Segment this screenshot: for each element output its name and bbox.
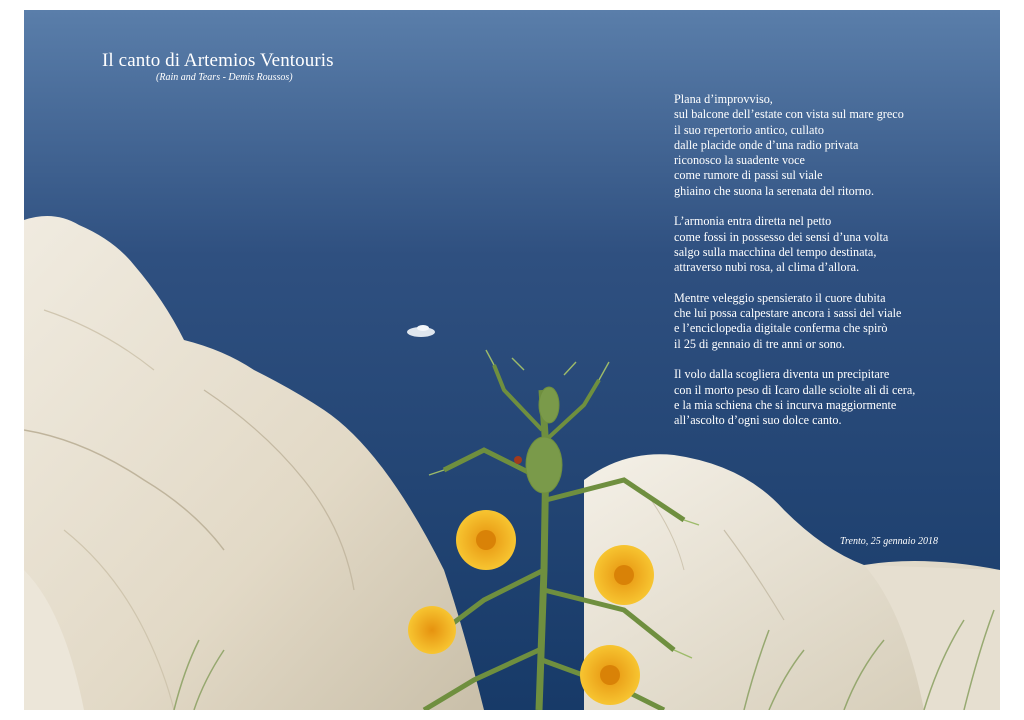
poem-line: Il volo dalla scogliera diventa un precipitare — [674, 367, 890, 382]
poem-body — [674, 92, 915, 444]
stanza — [674, 291, 915, 352]
poem-line: riconosco la suadente voce — [674, 153, 805, 168]
poem-card — [24, 10, 1000, 710]
poem-subtitle: (Rain and Tears - Demis Roussos) — [156, 72, 293, 83]
poem-line: all’ascolto d’ogni suo dolce canto. — [674, 413, 842, 428]
poem-line: e la mia schiena che si incurva maggiormente — [674, 397, 897, 412]
poem-line: il suo repertorio antico, cullato — [674, 122, 824, 137]
poem-line: dalle placide onde d’una radio privata — [674, 137, 859, 152]
poem-line: il 25 di gennaio di tre anni or sono. — [674, 336, 845, 351]
poem-line: L’armonia entra diretta nel petto — [674, 214, 832, 229]
stanza — [674, 367, 915, 428]
poem-line: attraverso nubi rosa, al clima d’allora. — [674, 260, 860, 275]
stanza — [674, 214, 915, 275]
ladybug — [514, 456, 522, 464]
poem-line: come fossi in possesso dei sensi d’una volta — [674, 229, 889, 244]
stanza — [674, 92, 915, 199]
poem-line: con il morto peso di Icaro dalle sciolte ali di cera, — [674, 382, 916, 397]
poem-line: sul balcone dell’estate con vista sul mare greco — [674, 107, 904, 122]
poem-line: Plana d’improvviso, — [674, 92, 773, 106]
poem-line: e l’enciclopedia digitale conferma che spirò — [674, 321, 888, 336]
poem-line: Mentre veleggio spensierato il cuore dubita — [674, 290, 886, 305]
poem-title: Il canto di Artemios Ventouris — [102, 50, 334, 71]
poem-line: che lui possa calpestare ancora i sassi del viale — [674, 306, 902, 321]
poem-line: salgo sulla macchina del tempo destinata, — [674, 244, 877, 259]
poem-line: come rumore di passi sul viale — [674, 168, 823, 183]
poem-line: ghiaino che suona la serenata del ritorno. — [674, 183, 875, 198]
signature-date: Trento, 25 gennaio 2018 — [840, 536, 938, 547]
